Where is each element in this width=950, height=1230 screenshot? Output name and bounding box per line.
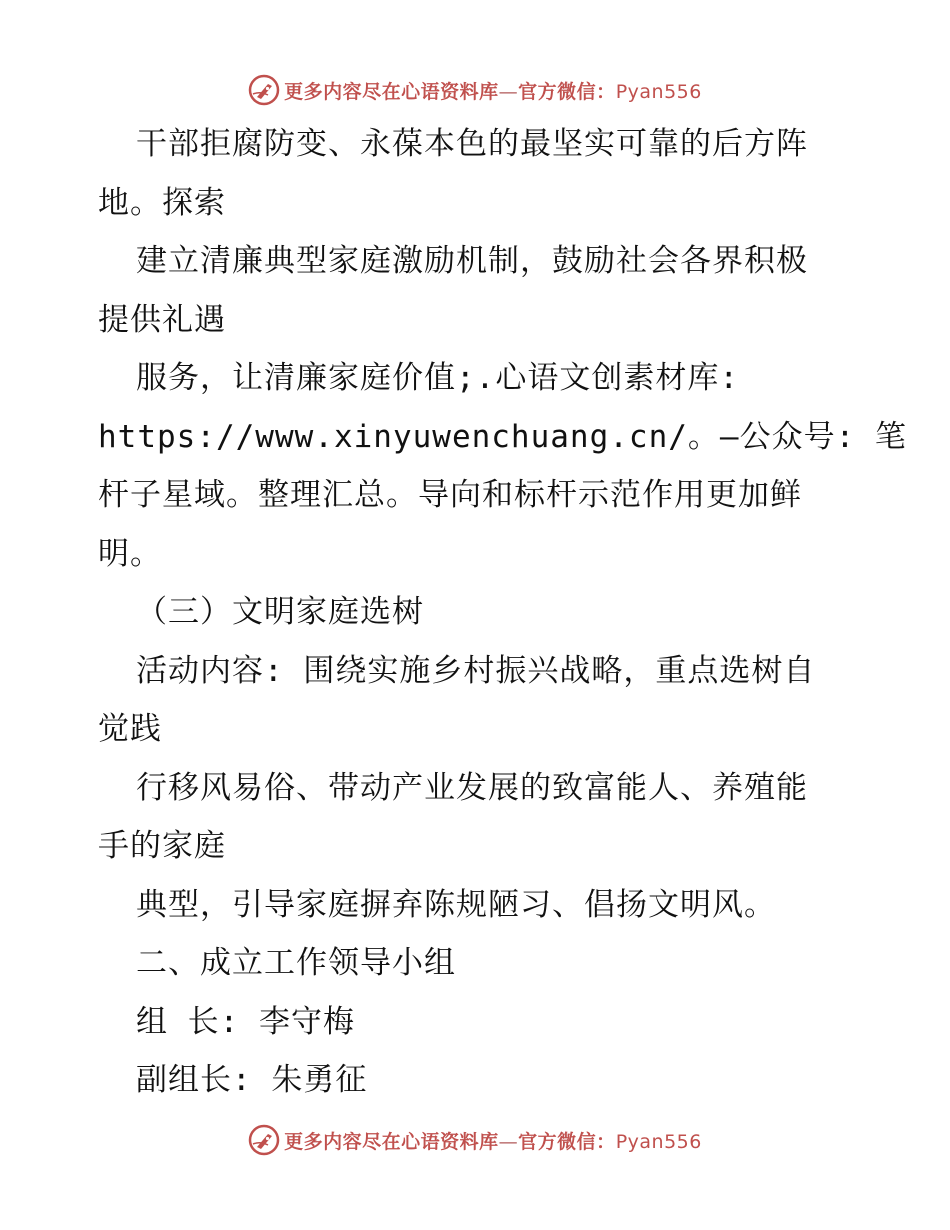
text-line: 觉践 (98, 711, 162, 747)
text-line: 提供礼遇 (98, 301, 226, 338)
text-line: 典型，引导家庭摒弃陈规陋习、倡扬文明风。 (136, 886, 776, 923)
document-body (98, 115, 907, 1110)
text-line: 杆子星域。整理汇总。导向和标杆示范作用更加鲜 (98, 477, 802, 513)
section-heading: （三）文明家庭选树 (136, 594, 424, 630)
header-watermark (0, 70, 950, 110)
text-line: 建立清廉典型家庭激励机制，鼓励社会各界积极 (136, 243, 808, 279)
text-line: 地。探索 (98, 184, 226, 221)
text-line: 活动内容: 围绕实施乡村振兴战略，重点选树自 (136, 652, 816, 689)
text-line: 副组长: 朱勇征 (136, 1062, 368, 1098)
wechat-label: 官方微信： (518, 80, 616, 103)
footer-watermark (0, 1120, 950, 1160)
wechat-id: Pyan556 (615, 80, 702, 103)
pen-nib-logo-icon (248, 1124, 280, 1156)
pen-nib-logo-icon (248, 74, 280, 106)
text-line: 明。 (98, 535, 162, 572)
text-line: 行移风易俗、带动产业发展的致富能人、养殖能 (136, 769, 808, 806)
wechat-id: Pyan556 (615, 1130, 702, 1153)
brand-text: 更多内容尽在心语资料库 (284, 80, 499, 103)
text-line: 组 长: 李守梅 (136, 1003, 355, 1040)
text-line: 手的家庭 (98, 828, 226, 864)
text-line: 干部拒腐防变、永葆本色的最坚实可靠的后方阵 (136, 126, 808, 162)
header-watermark-text (284, 77, 702, 104)
brand-dash: — (498, 80, 519, 103)
section-heading: 二、成立工作领导小组 (136, 945, 456, 981)
text-line: https://www.xinyuwenchuang.cn/。—公众号: 笔 (98, 418, 907, 455)
text-line: 服务，让清廉家庭价值;.心语文创素材库: (136, 360, 739, 396)
brand-text: 更多内容尽在心语资料库 (284, 1130, 499, 1153)
wechat-label: 官方微信： (518, 1130, 616, 1153)
brand-dash: — (498, 1130, 519, 1153)
footer-watermark-text (284, 1127, 702, 1154)
